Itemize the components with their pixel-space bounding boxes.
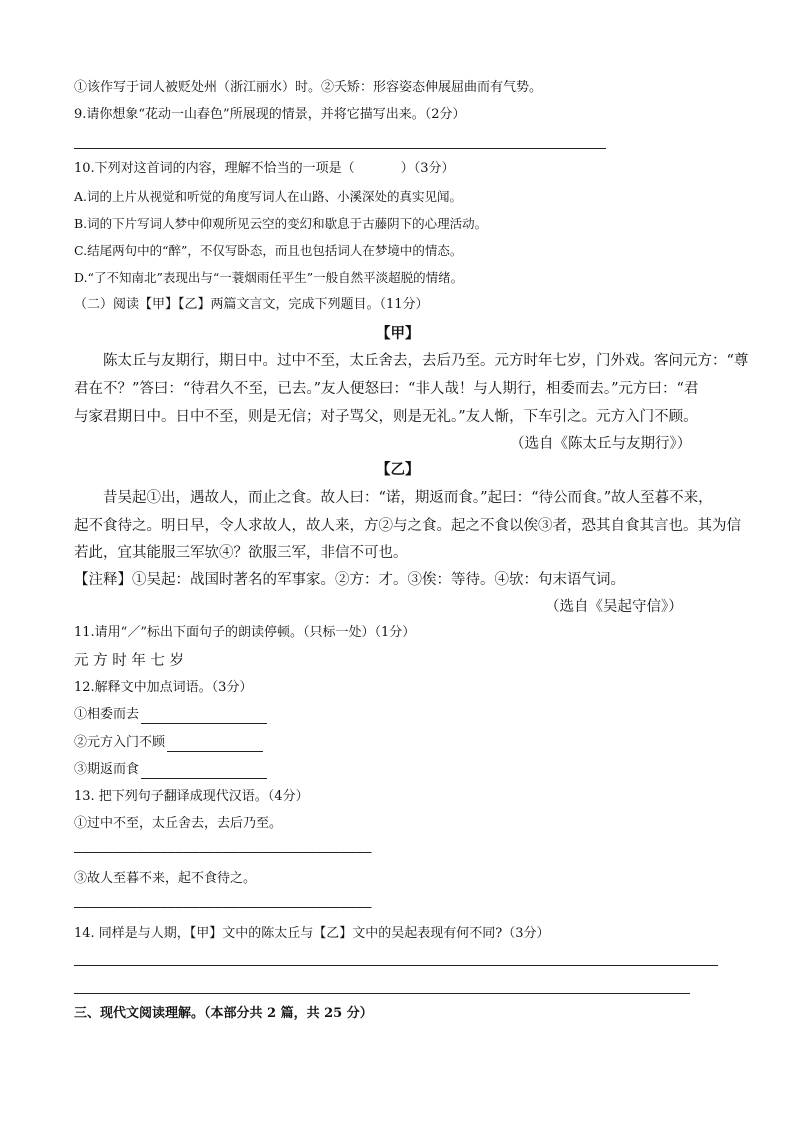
answer-dashes-q13-1[interactable]: —————————————————————————————————————— [74, 845, 372, 860]
question-12: 12.解释文中加点词语。（3分） [74, 680, 253, 695]
option-a: A.词的上片从视觉和听觉的角度写词人在山路、小溪深处的真实见闻。 [74, 189, 463, 204]
answer-blank-q12-2[interactable] [167, 737, 263, 752]
passage-yi-notes: 【注释】①吴起：战国时著名的军事家。②方：才。③俟：等待。④欤：句末语气词。 [74, 572, 625, 588]
section-3-heading: 三、现代文阅读理解。（本部分共 2 篇，共 25 分） [74, 1006, 373, 1021]
passage-jia-title: 【甲】 [376, 325, 420, 342]
passage-yi-line-3: 若此，宜其能服三军欤④？欲服三军，非信不可也。 [74, 545, 408, 561]
passage-jia-source: （选自《陈太丘与友期行》） [510, 436, 692, 452]
answer-line-q14-2[interactable] [74, 993, 690, 994]
question-13-item-1: ①过中不至，太丘舍去，去后乃至。 [74, 816, 283, 831]
answer-blank-q12-1[interactable] [141, 709, 267, 724]
question-12-item-2: ②元方入门不顾 [74, 734, 263, 752]
question-10 [74, 160, 454, 178]
passage-yi-line-1: 昔吴起①出，遇故人，而止之食。故人曰：“诺，期返而食。”起曰：“待公而食。”故人至暮不来， [103, 490, 713, 506]
question-12-item-1: ①相委而去 [74, 706, 267, 724]
question-12-item-3: ③期返而食 [74, 761, 267, 779]
option-c: C.结尾两句中的“醉”，不仅写卧态，而且也包括词人在梦境中的情态。 [74, 243, 463, 258]
passage-jia-line-3: 与家君期日中。日中不至，则是无信；对子骂父，则是无礼。”友人惭，下车引之。元方入门不顾。 [74, 409, 698, 425]
option-b: B.词的下片写词人梦中仰观所见云空的变幻和歇息于古藤阴下的心理活动。 [74, 216, 488, 231]
section-2-heading: （二）阅读【甲】【乙】两篇文言文，完成下列题目。（11分） [74, 297, 429, 312]
passage-yi-source: （选自《吴起守信》） [545, 599, 683, 615]
passage-yi-line-2: 起不食待之。明日早，令人求故人，故人来，方②与之食。起之不食以俟③者，恐其自食其言也。其为信 [74, 518, 741, 534]
question-11-sentence: 元 方 时 年 七 岁 [74, 653, 185, 669]
question-14: 14. 同样是与人期，【甲】文中的陈太丘与【乙】文中的吴起表现有何不同?（3分） [74, 926, 550, 941]
question-11: 11.请用“／”标出下面句子的朗读停顿。（只标一处）（1分） [74, 625, 416, 640]
answer-line-q9[interactable] [74, 148, 606, 149]
passage-jia-line-1: 陈太丘与友期行，期日中。过中不至，太丘舍去，去后乃至。元方时年七岁，门外戏。客问元方：“尊 [103, 353, 749, 369]
question-13-item-2: ③故人至暮不来，起不食待之。 [74, 871, 257, 886]
answer-dashes-q13-2[interactable]: —————————————————————————————————————— [74, 900, 372, 915]
question-9: 9.请你想象“花动一山春色”所展现的情景，并将它描写出来。（2分） [74, 107, 466, 122]
question-10-score: ）（3分） [400, 161, 455, 176]
answer-line-q14-1[interactable] [74, 965, 718, 966]
question-13: 13. 把下列句子翻译成现代汉语。（4分） [74, 789, 309, 804]
footnote-line: ①该作写于词人被贬处州（浙江丽水）时。②夭矫：形容姿态伸展屈曲而有气势。 [74, 80, 543, 95]
option-d: D.“了不知南北”表现出与“一蓑烟雨任平生”一般自然平淡超脱的情绪。 [74, 270, 464, 285]
passage-jia-line-2: 君在不？”答曰：“待君久不至，已去。”友人便怒曰：“非人哉！与人期行，相委而去。”元方曰：“君 [74, 381, 699, 397]
question-10-stem: 10.下列对这首词的内容，理解不恰当的一项是（ [74, 161, 355, 176]
answer-blank-q12-3[interactable] [141, 764, 267, 779]
passage-yi-title: 【乙】 [376, 461, 420, 478]
